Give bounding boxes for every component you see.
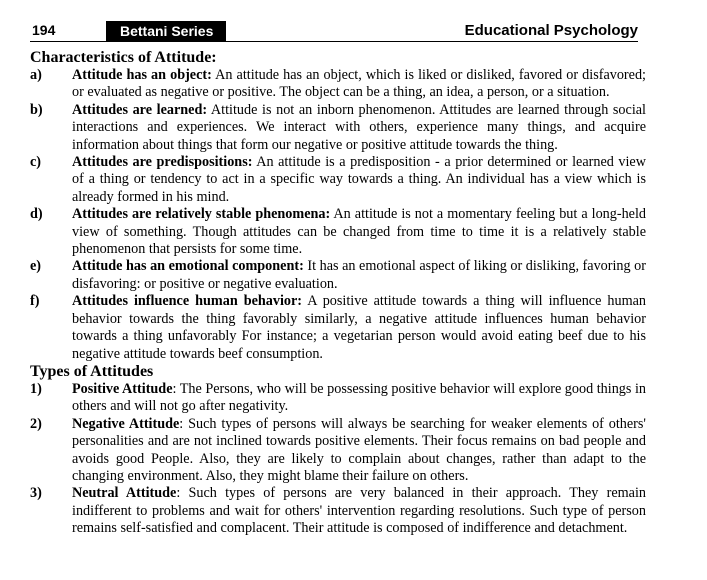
list-item xyxy=(30,381,646,416)
item-term: Negative Attitude xyxy=(72,415,180,432)
series-label: Bettani Series xyxy=(106,21,226,41)
item-marker: 2) xyxy=(30,415,42,432)
list-item xyxy=(30,102,646,154)
list-item xyxy=(30,416,646,486)
book-title: Educational Psychology xyxy=(464,22,638,39)
list-item xyxy=(30,206,646,258)
list-item xyxy=(30,67,646,102)
item-marker: 1) xyxy=(30,380,42,397)
list-item xyxy=(30,258,646,293)
section-title-types: Types of Attitudes xyxy=(30,362,154,380)
item-text: : Such types of persons are very balanced in their approach. They remain indifferent to problems and wait for others' intervention regarding resolutions. Such type of person remains self-satisfied and complacent. Their attitude is composed of indifference and detachment. xyxy=(72,485,646,537)
section-title-characteristics: Characteristics of Attitude: xyxy=(30,49,217,66)
list-item xyxy=(30,154,646,206)
item-text: A positive attitude towards a thing will influence human behavior towards the thing favorably similarly, a negative attitude influences human behavior towards a thing unfavorably For instance; a vegetarian person would avoid eating beef due to his negative attitude towards beef consumption. xyxy=(72,293,646,362)
item-text: Attitude is not an inborn phenomenon. Attitudes are learned through social interactions and experiences. We interact with others, experience many things, and acquire information about things that form our negative or positive attitude towards the thing. xyxy=(72,101,646,153)
item-marker: b) xyxy=(30,101,43,118)
item-term: Neutral Attitude xyxy=(72,485,177,502)
item-term: Attitudes are relatively stable phenomena: xyxy=(72,206,331,223)
item-marker: d) xyxy=(30,206,43,223)
page-number: 194 xyxy=(32,22,56,38)
item-term: Attitude has an object: xyxy=(72,67,212,83)
item-marker: e) xyxy=(30,258,42,275)
page-content xyxy=(30,49,646,538)
item-marker: c) xyxy=(30,154,42,171)
item-text: : Such types of persons will always be searching for weaker elements of others' personalities and are not inclined towards positive elements. Their focus remains on bad people and avoids good People. Also, they are likely to complain about changes, rather than adapt to the changing environment. Also, they might blame their failure on others. xyxy=(72,415,646,484)
item-text: An attitude has an object, which is liked or disliked, favored or disfavored; or evaluated as negative or positive. The object can be a thing, an idea, a person, or a situation. xyxy=(72,67,646,101)
item-term: Attitude has an emotional component: xyxy=(72,258,304,275)
item-term: Positive Attitude xyxy=(72,380,173,397)
item-term: Attitudes are predispositions: xyxy=(72,154,253,171)
item-marker: 3) xyxy=(30,485,42,502)
item-term: Attitudes influence human behavior: xyxy=(72,293,303,310)
page-header xyxy=(30,21,638,42)
list-item xyxy=(30,485,646,537)
item-text: An attitude is not a momentary feeling but a long-held view of something. Though attitudes can be changed from time to time it is a relatively stable phenomenon that persists for some time. xyxy=(72,206,647,258)
item-text: An attitude is a predisposition - a prior determined or learned view of a thing or tendency to act in a specific way towards a thing. An individual has a view which is already formed in his mind. xyxy=(72,154,646,205)
item-text: It has an emotional aspect of liking or disliking, favoring or disfavoring: or positive or negative evaluation. xyxy=(72,258,646,292)
item-text: : The Persons, who will be possessing positive behavior will explore good things in others and will not go after negativity. xyxy=(72,380,647,415)
list-item xyxy=(30,293,646,363)
item-marker: a) xyxy=(30,67,42,83)
item-term: Attitudes are learned: xyxy=(72,101,208,118)
item-marker: f) xyxy=(30,293,40,310)
